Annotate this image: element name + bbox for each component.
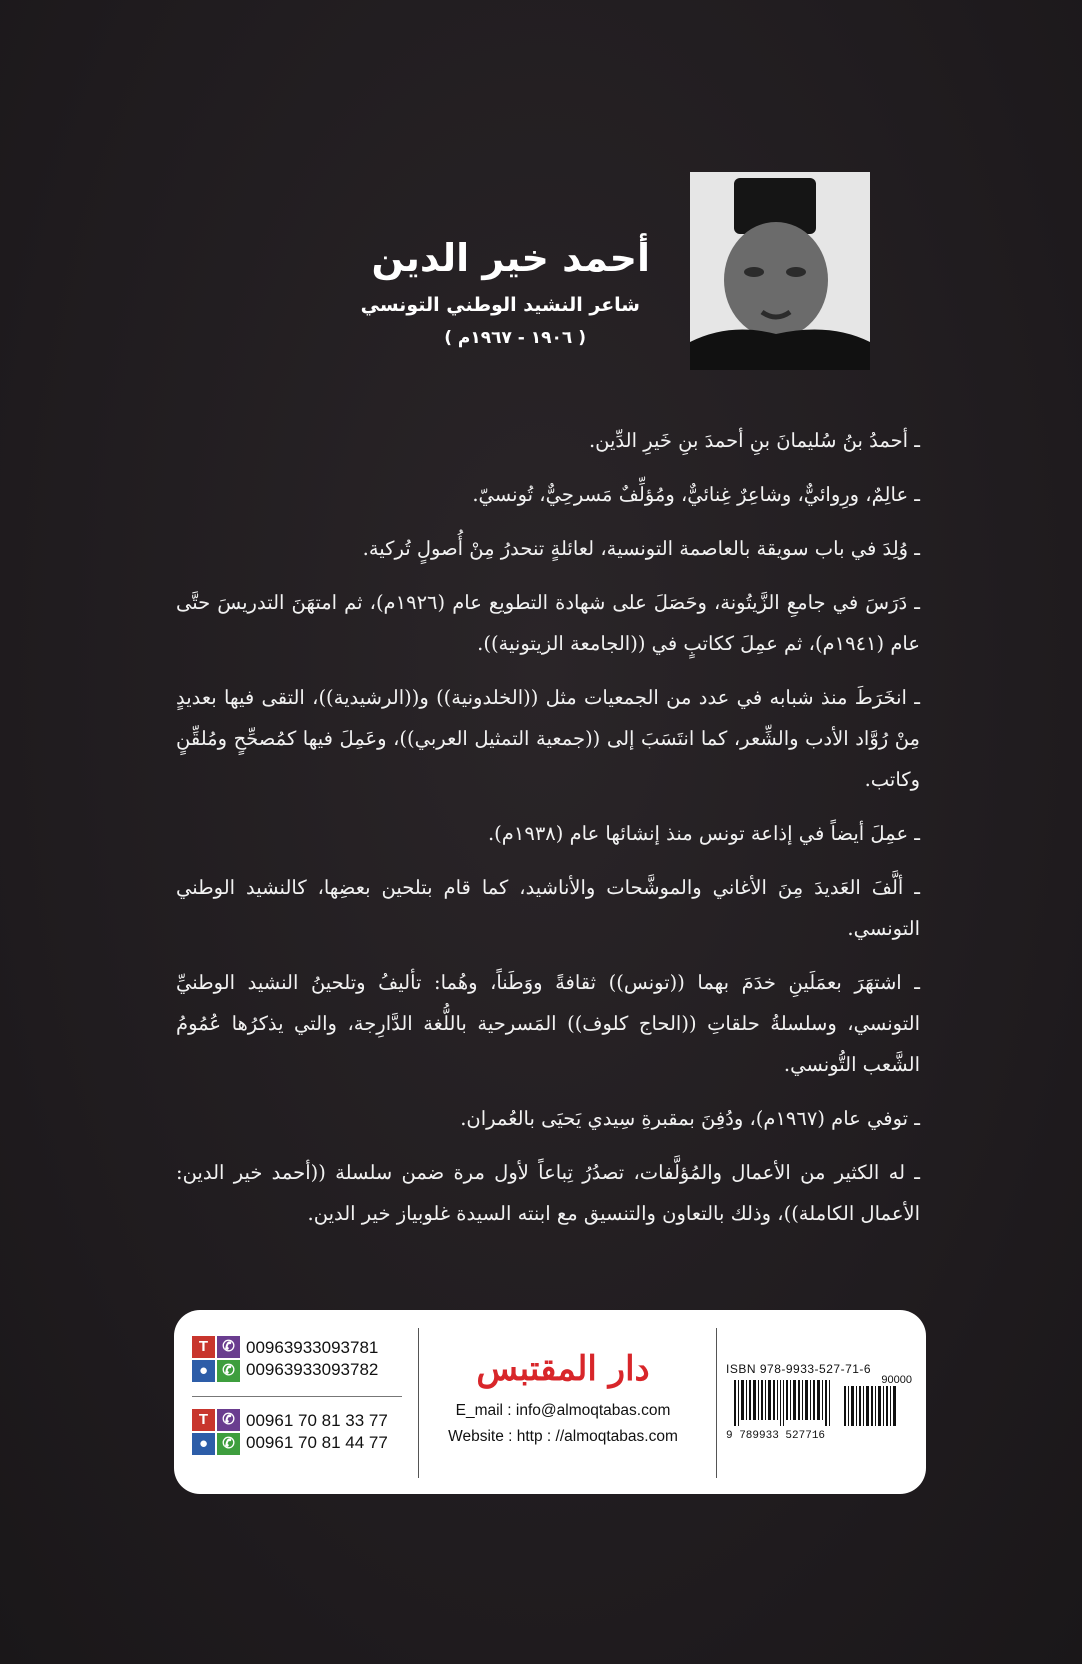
whatsapp-icon: ✆ (217, 1360, 240, 1382)
phone-number: 00963933093782 (246, 1360, 379, 1379)
isbn-addon: 90000 (881, 1374, 912, 1386)
bio-paragraph: ـ توفي عام (١٩٦٧م)، ودُفِنَ بمقبرةِ سِيدي يَحيَى بالعُمران. (460, 1107, 920, 1130)
contact-numbers (192, 1336, 414, 1469)
publisher-logo: دار المقتبس (476, 1349, 650, 1389)
author-name: أحمد خير الدين (371, 236, 650, 280)
bio-paragraph: ـ له الكثير من الأعمال والمُؤلَّفات، تصدُرُ تِباعاً لأول مرة ضمن سلسلة ((أحمد خير الدين: الأعمال الكاملة))، وذلك بالتعاون والتنسيق مع ابنته السيدة غلوبياز خير الدين. (176, 1161, 920, 1225)
author-years: ( ١٩٠٦ - ١٩٦٧م ) (444, 328, 586, 348)
isbn-number: ISBN 978-9933-527-71-6 (726, 1362, 872, 1376)
phone-number: 00963933093781 (246, 1338, 379, 1357)
biography (176, 420, 920, 1247)
bio-paragraph: ـ وُلِدَ في باب سويقة بالعاصمة التونسية، لعائلةٍ تنحدرُ مِنْ أُصولٍ تُركية. (362, 537, 920, 560)
isbn-block (726, 1362, 916, 1442)
author-portrait-image (690, 172, 870, 370)
panel-divider (716, 1328, 717, 1478)
bio-paragraph: ـ اشتهَرَ بعمَلَينِ خدَمَ بهما ((تونس)) ثقافةً ووَطَناً، وهُما: تأليفُ وتلحينُ النشيد الوطنيِّ التونسي، وسلسلةُ حلقاتِ ((الحاج كلوف)) المَسرحية باللُّغة الدَّارِجة، والتي يذكرُها عُمُومُ الشَّعب التُّونسي. (176, 971, 920, 1076)
contacts-divider (192, 1396, 402, 1397)
panel-divider (418, 1328, 419, 1478)
phone-number: 00961 70 81 33 77 (246, 1411, 388, 1430)
author-subtitle: شاعر النشيد الوطني التونسي (360, 294, 640, 316)
bio-paragraph: ـ عمِلَ أيضاً في إذاعة تونس منذ إنشائها عام (١٩٣٨م). (487, 822, 920, 845)
barcode-digits: 9 789933 527716 (726, 1430, 826, 1442)
messaging-icons (192, 1336, 240, 1382)
barcode-bars (726, 1380, 912, 1428)
phone-list (246, 1337, 378, 1381)
barcode (726, 1374, 916, 1442)
viber-icon: ✆ (217, 1409, 240, 1431)
phone-list (246, 1410, 388, 1454)
bio-paragraph: ـ أحمدُ بنُ سُليمانَ بنِ أحمدَ بنِ خَيرِ الدِّين. (588, 429, 920, 452)
viber-icon: ✆ (217, 1336, 240, 1358)
phone-t-icon: T (192, 1409, 215, 1431)
bio-paragraph: ـ دَرَسَ في جامعِ الزَّيتُونة، وحَصَلَ على شهادة التطويع عام (١٩٢٦م)، ثم امتهَنَ التدريسَ حتَّى عام (١٩٤١م)، ثم عمِلَ ككاتبٍ في ((الجامعة الزيتونية)). (176, 591, 920, 655)
whatsapp-icon: ✆ (217, 1433, 240, 1455)
phone-number: 00961 70 81 44 77 (246, 1433, 388, 1452)
publisher-info-panel (174, 1310, 926, 1494)
author-photo (690, 172, 870, 370)
messenger-icon: ● (192, 1433, 215, 1455)
messaging-icons (192, 1409, 240, 1455)
contact-group (192, 1336, 414, 1382)
phone-t-icon: T (192, 1336, 215, 1358)
bio-paragraph: ـ ألَّفَ العَديدَ مِنَ الأغاني والموشَّحات والأناشيد، كما قام بتلحين بعضِها، كالنشيد الوطني التونسي. (176, 876, 920, 940)
publisher-website: Website : http : //almoqtabas.com (448, 1428, 678, 1445)
publisher-email: E_mail : info@almoqtabas.com (455, 1402, 671, 1419)
bio-paragraph: ـ انخَرَطَ منذ شبابه في عدد من الجمعيات مثل ((الخلدونية)) و((الرشيدية))، التقى فيها بعديدٍ مِنْ رُوَّاد الأدب والشِّعر، كما انتَسَبَ إلى ((جمعية التمثيل العربي))، وعَمِلَ فيها كمُصحِّحٍ ومُلقِّنٍ وكاتب. (176, 686, 920, 791)
messenger-icon: ● (192, 1360, 215, 1382)
bio-paragraph: ـ عالِمٌ، ورِوائيٌّ، وشاعِرٌ غِنائيٌّ، ومُؤلِّفٌ مَسرحِيٌّ، تُونسيّ. (472, 483, 920, 506)
contact-group (192, 1409, 414, 1455)
publisher-block (428, 1340, 698, 1450)
